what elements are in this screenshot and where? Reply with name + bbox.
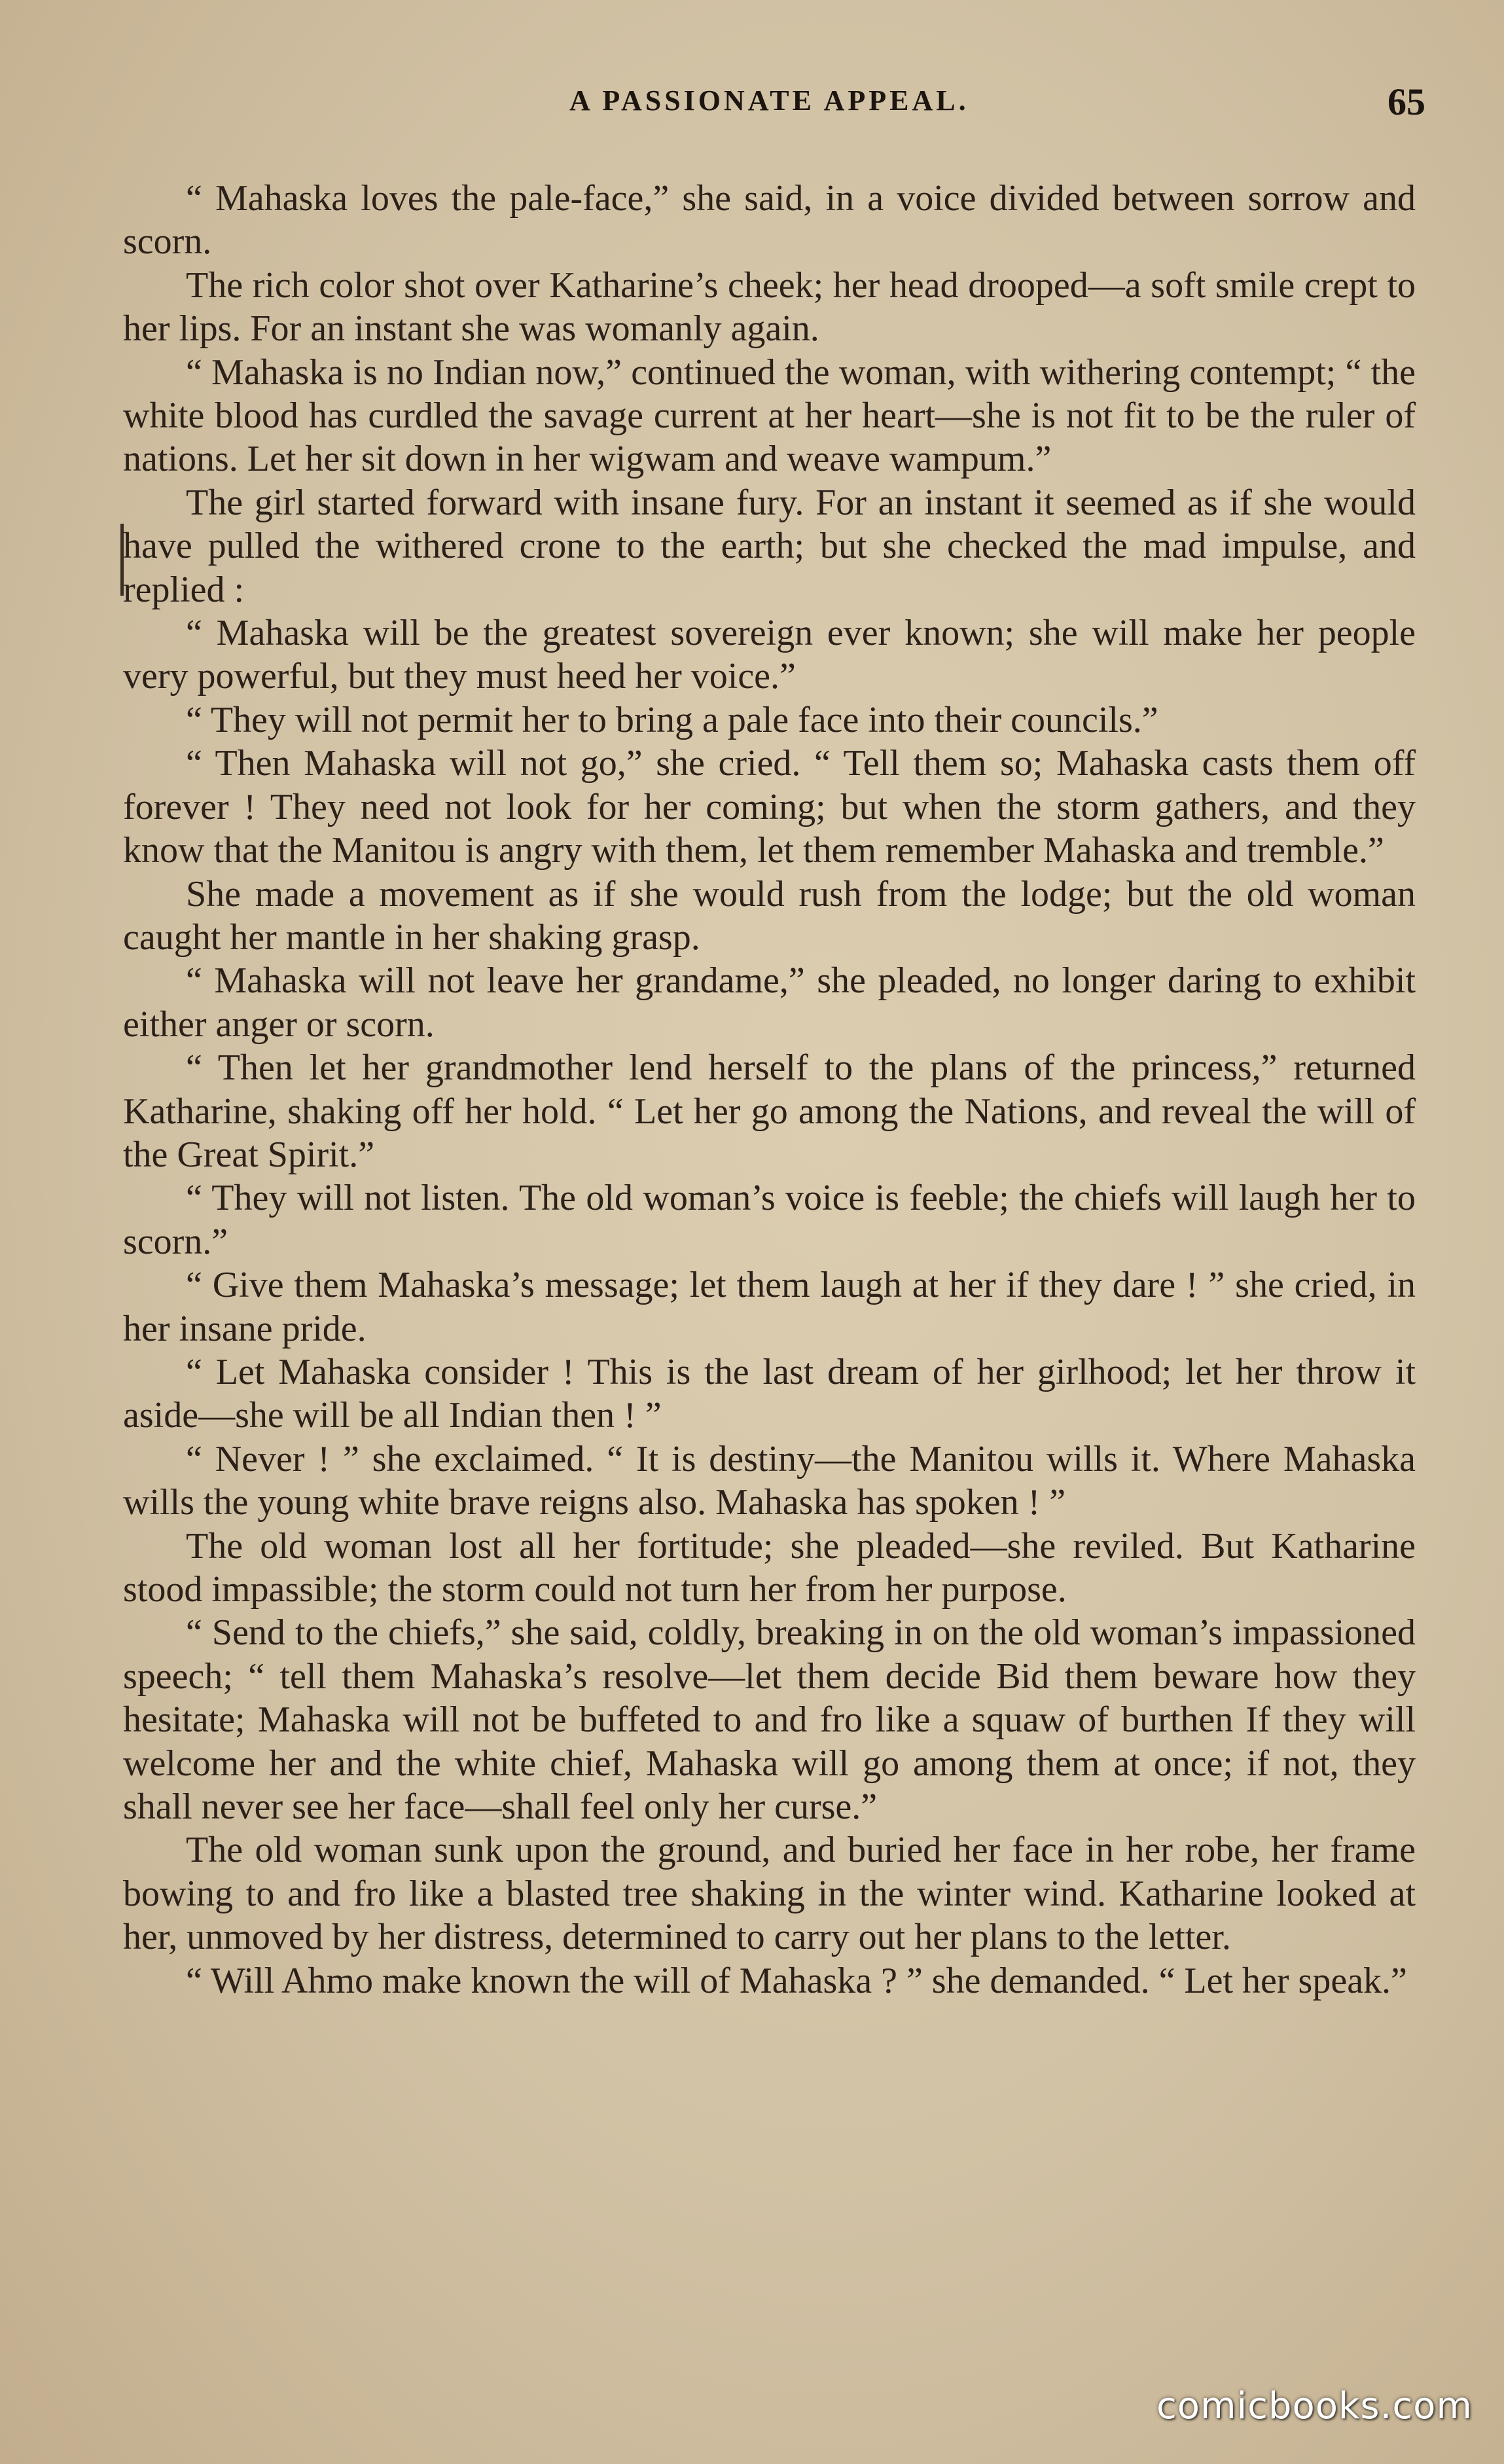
paragraph: “ Mahaska is no Indian now,” continued the woman, with withering contempt; “ the white blood has curdled the savage current at her heart—she is not fit to be the ruler of nations. Let her sit down in her wigwam and weave wampum.” <box>123 352 1416 480</box>
paragraph: “ Will Ahmo make known the will of Mahaska ? ” she demanded. “ Let her speak.” <box>186 1960 1407 2001</box>
body-text <box>123 177 1416 2002</box>
paragraph: “ Mahaska loves the pale-face,” she said, in a voice divided between sorrow and scorn. <box>123 178 1416 263</box>
paragraph: “ Give them Mahaska’s message; let them laugh at her if they dare ! ” she cried, in her insane pride. <box>123 1265 1416 1349</box>
paragraph: “ Never ! ” she exclaimed. “ It is destiny—the Manitou wills it. Where Mahaska wills the young white brave reigns also. Mahaska has spoken ! ” <box>123 1438 1416 1523</box>
paragraph: “ Send to the chiefs,” she said, coldly, breaking in on the old woman’s impassioned speech; “ tell them Mahaska’s resolve—let them decide Bid them beware how they hesitate; Mahaska will not be buffeted to and fro like a squaw of burthen If they will welcome her and the white chief, Mahaska will go among them at once; if not, they shall never see her face—shall feel only her curse.” <box>123 1612 1416 1828</box>
page-number: 65 <box>1388 81 1425 123</box>
paragraph: “ Then let her grandmother lend herself to the plans of the princess,” returned Katharine, shaking off her hold. “ Let her go among the Nations, and reveal the will of the Great Spirit.” <box>123 1047 1416 1175</box>
paragraph: The girl started forward with insane fury. For an instant it seemed as if she would have pulled the withered crone to the earth; but she checked the mad impulse, and replied : <box>123 482 1416 610</box>
running-head: A PASSIONATE APPEAL. <box>569 84 969 117</box>
watermark: comicbooks.com <box>1156 2385 1473 2427</box>
paragraph: The old woman lost all her fortitude; she pleaded—she reviled. But Katharine stood impassible; the storm could not turn her from her purpose. <box>123 1525 1416 1610</box>
paragraph: She made a movement as if she would rush from the lodge; but the old woman caught her mantle in her shaking grasp. <box>123 873 1416 958</box>
paragraph: “ They will not permit her to bring a pale face into their councils.” <box>186 699 1158 740</box>
paragraph: The old woman sunk upon the ground, and buried her face in her robe, her frame bowing to and fro like a blasted tree shaking in the winter wind. Katharine looked at her, unmoved by her distress, determined to carry out her plans to the letter. <box>123 1830 1416 1958</box>
paragraph: The rich color shot over Katharine’s cheek; her head drooped—a soft smile crept to her lips. For an instant she was womanly again. <box>123 264 1416 350</box>
paragraph: “ Let Mahaska consider ! This is the last dream of her girlhood; let her throw it aside—she will be all Indian then ! ” <box>123 1351 1416 1436</box>
page-header <box>0 81 1504 130</box>
paragraph: “ Mahaska will be the greatest sovereign ever known; she will make her people very powerful, but they must heed her voice.” <box>123 613 1416 697</box>
paragraph: “ They will not listen. The old woman’s voice is feeble; the chiefs will laugh her to scorn.” <box>123 1178 1416 1262</box>
paragraph: “ Mahaska will not leave her grandame,” she pleaded, no longer daring to exhibit either anger or scorn. <box>123 960 1416 1045</box>
paragraph: “ Then Mahaska will not go,” she cried. “ Tell them so; Mahaska casts them off forever ! They need not look for her coming; but when the storm gathers, and they know that the Manitou is angry with them, let them remember Mahaska and tremble.” <box>123 743 1416 871</box>
